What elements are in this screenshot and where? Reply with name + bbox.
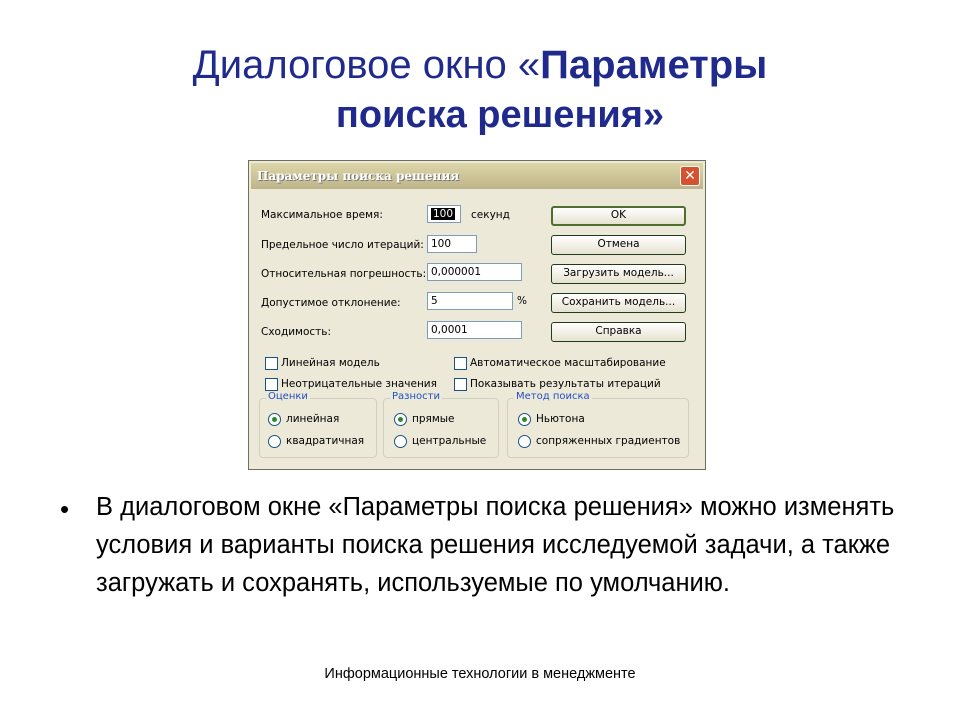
linear-model-label: Линейная модель (281, 357, 380, 369)
max-time-value: 100 (433, 208, 454, 220)
search-conjugate-radio[interactable] (518, 435, 531, 448)
autoscale-label: Автоматическое масштабирование (470, 357, 666, 369)
estimates-quadratic-radio[interactable] (268, 435, 281, 448)
precision-input[interactable]: 0,000001 (427, 263, 522, 281)
convergence-label: Сходимость: (261, 326, 332, 338)
search-method-group-title: Метод поиска (516, 391, 590, 402)
search-newton-label: Ньютона (536, 413, 585, 425)
cancel-button[interactable]: Отмена (551, 235, 686, 255)
save-model-button[interactable]: Сохранить модель... (551, 293, 686, 313)
title-normal-part: Диалоговое окно « (192, 43, 541, 87)
dialog-title: Параметры поиска решения (257, 169, 460, 183)
estimates-linear-radio[interactable] (268, 413, 281, 426)
slide-title-line1 (0, 40, 960, 90)
title-bold-part: Параметры (540, 43, 768, 87)
nonnegative-label: Неотрицательные значения (281, 378, 437, 390)
nonnegative-checkbox[interactable] (265, 378, 278, 391)
derivatives-group-title: Разности (392, 391, 440, 402)
derivatives-group (383, 391, 499, 458)
max-time-unit: секунд (471, 209, 510, 221)
tolerance-label: Допустимое отклонение: (261, 297, 401, 309)
autoscale-checkbox[interactable] (454, 357, 467, 370)
estimates-group (259, 391, 377, 458)
dialog-titlebar[interactable] (251, 163, 703, 189)
solver-options-dialog (248, 160, 706, 470)
ok-button[interactable]: OK (551, 206, 686, 226)
max-time-input[interactable] (427, 205, 461, 223)
footer: Информационные технологии в менеджменте (324, 666, 636, 682)
estimates-linear-label: линейная (286, 413, 340, 425)
estimates-quadratic-label: квадратичная (286, 435, 365, 447)
search-method-group (507, 391, 689, 458)
show-iterations-label: Показывать результаты итераций (470, 378, 661, 390)
iterations-input[interactable]: 100 (427, 235, 477, 253)
show-iterations-checkbox[interactable] (454, 378, 467, 391)
linear-model-checkbox[interactable] (265, 357, 278, 370)
derivatives-central-label: центральные (412, 435, 487, 447)
help-button[interactable]: Справка (551, 322, 686, 342)
derivatives-forward-radio[interactable] (394, 413, 407, 426)
derivatives-forward-label: прямые (412, 413, 455, 425)
precision-label: Относительная погрешность: (261, 268, 427, 280)
load-model-button[interactable]: Загрузить модель... (551, 264, 686, 284)
search-newton-radio[interactable] (518, 413, 531, 426)
convergence-input[interactable]: 0,0001 (427, 321, 522, 339)
tolerance-unit: % (517, 295, 527, 307)
derivatives-central-radio[interactable] (394, 435, 407, 448)
close-icon[interactable]: ✕ (680, 166, 700, 186)
bullet-dot-icon: • (60, 494, 70, 524)
tolerance-input[interactable]: 5 (427, 292, 513, 310)
search-conjugate-label: сопряженных градиентов (536, 435, 681, 447)
estimates-group-title: Оценки (268, 391, 308, 402)
iterations-label: Предельное число итераций: (261, 239, 424, 251)
max-time-label: Максимальное время: (261, 209, 383, 221)
slide-title (0, 40, 960, 140)
bullet-text: В диалоговом окне «Параметры поиска решения» можно изменять условия и варианты поиска решения исследуемой задачи, а также загружать и сохранять, используемые по умолчанию. (96, 493, 895, 597)
slide-title-line2: поиска решения» (335, 94, 665, 136)
